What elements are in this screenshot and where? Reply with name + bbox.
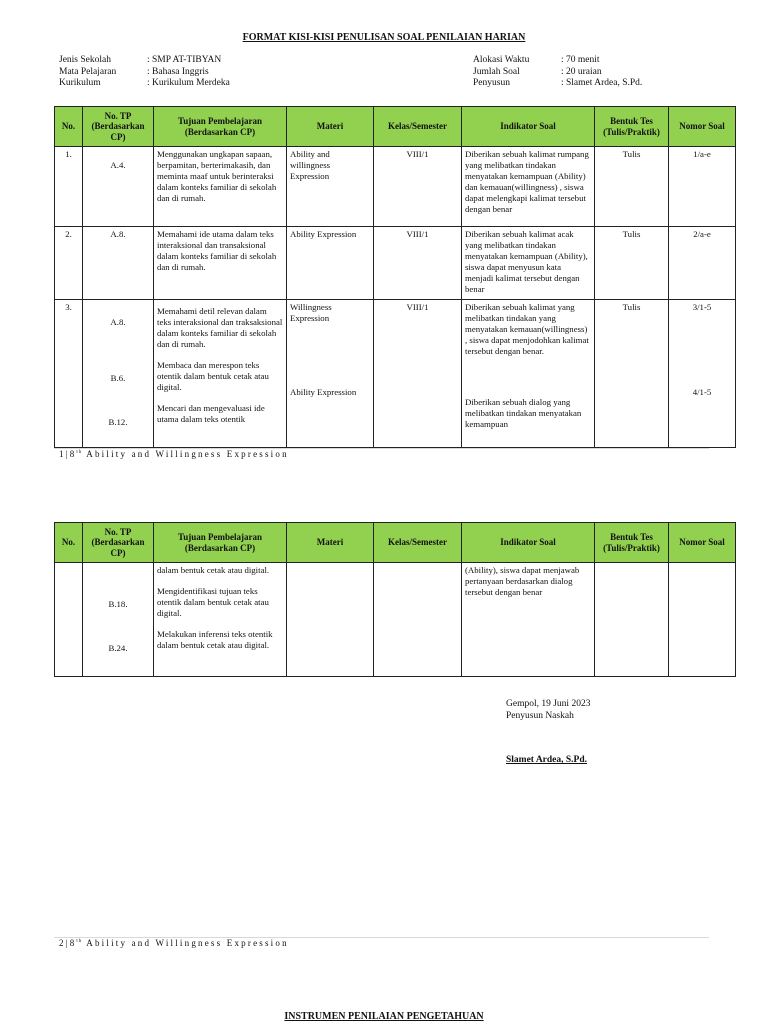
cell-tujuan: Memahami detil relevan dalam teks interaksional dan traksaksional dalam konteks familiar di sekolah dan di rumah. Membaca dan merespon teks otentik dalam bentuk cetak atau digital. Mencari dan mengevaluasi ide utama dalam teks otentik xyxy=(154,300,287,448)
info-label: Penyusun xyxy=(473,78,510,88)
cell-materi: Willingness Expression Ability Expression xyxy=(287,300,374,448)
cell-bentuk xyxy=(595,563,669,677)
cell-materi xyxy=(287,563,374,677)
cell-materi: Ability and willingness Expression xyxy=(287,147,374,227)
page-footer: 2|8th Ability and Willingness Expression xyxy=(59,938,289,948)
signature-place-date: Gempol, 19 Juni 2023 xyxy=(506,699,591,709)
page-footer: 1|8th Ability and Willingness Expression xyxy=(59,449,289,459)
info-label: Mata Pelajaran xyxy=(59,66,117,77)
table-header-row xyxy=(55,523,736,563)
header-kelas: Kelas/Semester xyxy=(374,107,462,147)
cell-no: 2. xyxy=(55,227,83,300)
info-value: : SMP AT-TIBYAN xyxy=(147,55,222,65)
header-materi: Materi xyxy=(287,107,374,147)
header-indikator: Indikator Soal xyxy=(462,523,595,563)
cell-kelas xyxy=(374,563,462,677)
cell-nomor: 2/a-e xyxy=(669,227,736,300)
cell-indikator: Diberikan sebuah kalimat yang melibatkan tindakan yang menyatakan kemauan(willingness) , siswa dapat menjodohkan kalimat tersebut dengan benar. Diberikan sebuah dialog yang melibatkan tindakan menyatakan kemampuan xyxy=(462,300,595,448)
cell-indikator: Diberikan sebuah kalimat rumpang yang melibatkan tindakan menyatakan kemampuan (Ability) dan kemauan(willingness) , siswa dapat melengkapi kalimat tersebut dengan benar xyxy=(462,147,595,227)
kisi-table-continued xyxy=(54,522,736,677)
table-header-row xyxy=(55,107,736,147)
cell-indikator: Diberikan sebuah kalimat acak yang melibatkan tindakan menyatakan kemampuan (Ability), siswa dapat menyusun kata menjadi kalimat tersebut dengan benar xyxy=(462,227,595,300)
header-indikator: Indikator Soal xyxy=(462,107,595,147)
exam-info xyxy=(473,55,642,90)
cell-bentuk: Tulis xyxy=(595,227,669,300)
cell-bentuk: Tulis xyxy=(595,300,669,448)
info-label: Jumlah Soal xyxy=(473,66,520,77)
next-section-title: INSTRUMEN PENILAIAN PENGETAHUAN xyxy=(284,1011,484,1022)
info-value: : Kurikulum Merdeka xyxy=(147,78,230,88)
header-no: No. xyxy=(55,523,83,563)
header-nomor: Nomor Soal xyxy=(669,107,736,147)
cell-indikator: (Ability), siswa dapat menjawab pertanyaan berdasarkan dialog tersebut dengan benar xyxy=(462,563,595,677)
info-value: : 70 menit xyxy=(561,55,600,65)
cell-tp: A.4. xyxy=(83,147,154,227)
header-kelas: Kelas/Semester xyxy=(374,523,462,563)
cell-kelas: VIII/1 xyxy=(374,147,462,227)
signature-name: Slamet Ardea, S.Pd. xyxy=(506,755,588,765)
header-materi: Materi xyxy=(287,523,374,563)
cell-no xyxy=(55,563,83,677)
page-title: FORMAT KISI-KISI PENULISAN SOAL PENILAIAN HARIAN xyxy=(242,32,526,43)
cell-nomor: 1/a-e xyxy=(669,147,736,227)
signature-role: Penyusun Naskah xyxy=(506,710,574,721)
table-row xyxy=(55,300,736,448)
cell-kelas: VIII/1 xyxy=(374,300,462,448)
header-tp: No. TP (Berdasarkan CP) xyxy=(83,523,154,563)
info-label: Alokasi Waktu xyxy=(473,55,530,65)
header-tp: No. TP (Berdasarkan CP) xyxy=(83,107,154,147)
info-label: Jenis Sekolah xyxy=(59,55,111,65)
header-tujuan: Tujuan Pembelajaran (Berdasarkan CP) xyxy=(154,107,287,147)
cell-kelas: VIII/1 xyxy=(374,227,462,300)
cell-tp: A.8. B.6. B.12. xyxy=(83,300,154,448)
cell-tp: A.8. xyxy=(83,227,154,300)
cell-materi: Ability Expression xyxy=(287,227,374,300)
cell-tujuan: Menggunakan ungkapan sapaan, berpamitan, berterimakasih, dan meminta maaf untuk berinteraksi dalam konteks familiar di sekolah dan di rumah. xyxy=(154,147,287,227)
header-tujuan: Tujuan Pembelajaran (Berdasarkan CP) xyxy=(154,523,287,563)
info-value: : Bahasa Inggris xyxy=(147,66,209,77)
info-value: : 20 uraian xyxy=(561,66,602,77)
table-row xyxy=(55,227,736,300)
table-row xyxy=(55,563,736,677)
info-label: Kurikulum xyxy=(59,78,101,88)
signature-block xyxy=(506,699,590,722)
school-info xyxy=(59,55,230,90)
cell-tujuan: Memahami ide utama dalam teks interaksional dan transaksional dalam konteks familiar di sekolah dan di rumah. xyxy=(154,227,287,300)
cell-tp: B.18. B.24. xyxy=(83,563,154,677)
table-row xyxy=(55,147,736,227)
cell-bentuk: Tulis xyxy=(595,147,669,227)
cell-no: 3. xyxy=(55,300,83,448)
header-no: No. xyxy=(55,107,83,147)
header-bentuk: Bentuk Tes (Tulis/Praktik) xyxy=(595,523,669,563)
cell-nomor: 3/1-5 4/1-5 xyxy=(669,300,736,448)
cell-tujuan: dalam bentuk cetak atau digital. Mengidentifikasi tujuan teks otentik dalam bentuk cetak atau digital. Melakukan inferensi teks otentik dalam bentuk cetak atau digital. xyxy=(154,563,287,677)
cell-nomor xyxy=(669,563,736,677)
info-value: : Slamet Ardea, S.Pd. xyxy=(561,78,643,88)
cell-no: 1. xyxy=(55,147,83,227)
header-nomor: Nomor Soal xyxy=(669,523,736,563)
header-bentuk: Bentuk Tes (Tulis/Praktik) xyxy=(595,107,669,147)
kisi-table xyxy=(54,106,736,448)
